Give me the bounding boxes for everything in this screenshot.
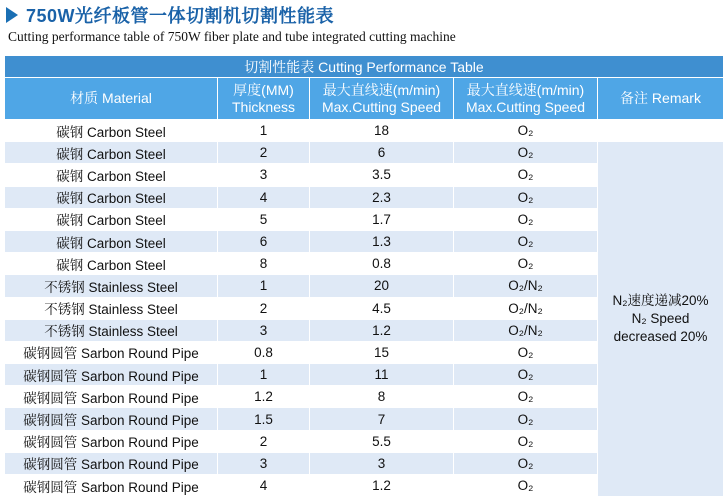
cell-thickness: 6 [218, 230, 310, 252]
cell-speed: 11 [310, 364, 454, 386]
cell-speed: 15 [310, 341, 454, 363]
cell-thickness: 8 [218, 253, 310, 275]
title-row [6, 4, 334, 26]
cell-gas: O₂ [454, 164, 598, 186]
cell-thickness: 4 [218, 475, 310, 497]
col-header-material: 材质 Material [5, 78, 218, 120]
col-header-speed-gas-en: Max.Cutting Speed [465, 98, 586, 115]
cell-material: 碳钢圆管 Sarbon Round Pipe [5, 341, 218, 363]
cell-thickness: 2 [218, 297, 310, 319]
col-header-thickness-cn: 厚度(MM) [233, 81, 294, 98]
cell-material: 不锈钢 Stainless Steel [5, 297, 218, 319]
cell-speed: 8 [310, 386, 454, 408]
cell-thickness: 3 [218, 319, 310, 341]
cell-gas: O₂ [454, 430, 598, 452]
cell-thickness: 2 [218, 430, 310, 452]
cell-gas: O₂ [454, 186, 598, 208]
col-header-thickness-en: Thickness [231, 98, 296, 115]
cell-gas: O₂ [454, 341, 598, 363]
cell-gas: O₂ [454, 142, 598, 164]
cell-gas: O₂/N₂ [454, 275, 598, 297]
cell-speed: 1.7 [310, 208, 454, 230]
cell-remark [598, 142, 724, 497]
cell-gas: O₂ [454, 120, 598, 142]
table-row [5, 142, 724, 164]
page-subtitle: Cutting performance table of 750W fiber plate and tube integrated cutting machine [8, 29, 456, 44]
cell-material: 碳钢 Carbon Steel [5, 142, 218, 164]
cell-material: 不锈钢 Stainless Steel [5, 275, 218, 297]
col-header-thickness [218, 78, 310, 120]
cell-speed: 3.5 [310, 164, 454, 186]
cell-gas: O₂/N₂ [454, 319, 598, 341]
cell-speed: 1.2 [310, 475, 454, 497]
col-header-speed-gas [454, 78, 598, 120]
cell-material: 碳钢圆管 Sarbon Round Pipe [5, 430, 218, 452]
cell-thickness: 5 [218, 208, 310, 230]
cell-thickness: 0.8 [218, 341, 310, 363]
cell-speed: 0.8 [310, 253, 454, 275]
table-row [5, 120, 724, 142]
remark-line3: decreased 20% [613, 329, 708, 345]
cell-speed: 18 [310, 120, 454, 142]
cell-material: 碳钢圆管 Sarbon Round Pipe [5, 386, 218, 408]
cell-material: 碳钢 Carbon Steel [5, 164, 218, 186]
cell-speed: 2.3 [310, 186, 454, 208]
col-header-speed-en: Max.Cutting Speed [321, 98, 442, 115]
page-title: 750W光纤板管一体切割机切割性能表 [26, 6, 335, 26]
cell-material: 碳钢圆管 Sarbon Round Pipe [5, 408, 218, 430]
cell-material: 碳钢 Carbon Steel [5, 253, 218, 275]
cell-thickness: 1.5 [218, 408, 310, 430]
col-header-speed-cn: 最大直线速(m/min) [322, 81, 441, 98]
table-banner: 切割性能表 Cutting Performance Table [5, 56, 724, 78]
cell-thickness: 3 [218, 452, 310, 474]
cell-material: 碳钢 Carbon Steel [5, 208, 218, 230]
cell-gas: O₂/N₂ [454, 297, 598, 319]
cell-speed: 3 [310, 452, 454, 474]
cell-thickness: 4 [218, 186, 310, 208]
cell-thickness: 1.2 [218, 386, 310, 408]
cell-thickness: 1 [218, 120, 310, 142]
col-header-remark: 备注 Remark [598, 78, 724, 120]
cell-material: 碳钢 Carbon Steel [5, 186, 218, 208]
cell-gas: O₂ [454, 253, 598, 275]
cell-material: 碳钢 Carbon Steel [5, 230, 218, 252]
cell-gas: O₂ [454, 386, 598, 408]
cell-gas: O₂ [454, 230, 598, 252]
cell-thickness: 1 [218, 275, 310, 297]
cell-gas: O₂ [454, 208, 598, 230]
cell-material: 碳钢圆管 Sarbon Round Pipe [5, 475, 218, 497]
cell-thickness: 1 [218, 364, 310, 386]
title-triangle-icon [6, 7, 18, 23]
cutting-performance-table [4, 55, 724, 497]
cell-remark-empty [598, 120, 724, 142]
cell-thickness: 2 [218, 142, 310, 164]
col-header-speed-gas-cn: 最大直线速(m/min) [466, 81, 585, 98]
remark-line2: N₂ Speed [631, 311, 690, 327]
cell-speed: 7 [310, 408, 454, 430]
cell-gas: O₂ [454, 452, 598, 474]
cell-speed: 20 [310, 275, 454, 297]
remark-line1: N₂速度递减20% [612, 293, 709, 309]
cell-material: 碳钢圆管 Sarbon Round Pipe [5, 452, 218, 474]
cell-gas: O₂ [454, 408, 598, 430]
cell-material: 不锈钢 Stainless Steel [5, 319, 218, 341]
col-header-speed [310, 78, 454, 120]
cell-material: 碳钢圆管 Sarbon Round Pipe [5, 364, 218, 386]
cell-speed: 6 [310, 142, 454, 164]
cell-gas: O₂ [454, 475, 598, 497]
cell-material: 碳钢 Carbon Steel [5, 120, 218, 142]
cell-speed: 5.5 [310, 430, 454, 452]
cell-gas: O₂ [454, 364, 598, 386]
table-body [5, 120, 724, 497]
cell-speed: 1.2 [310, 319, 454, 341]
cell-speed: 1.3 [310, 230, 454, 252]
cell-thickness: 3 [218, 164, 310, 186]
cell-speed: 4.5 [310, 297, 454, 319]
